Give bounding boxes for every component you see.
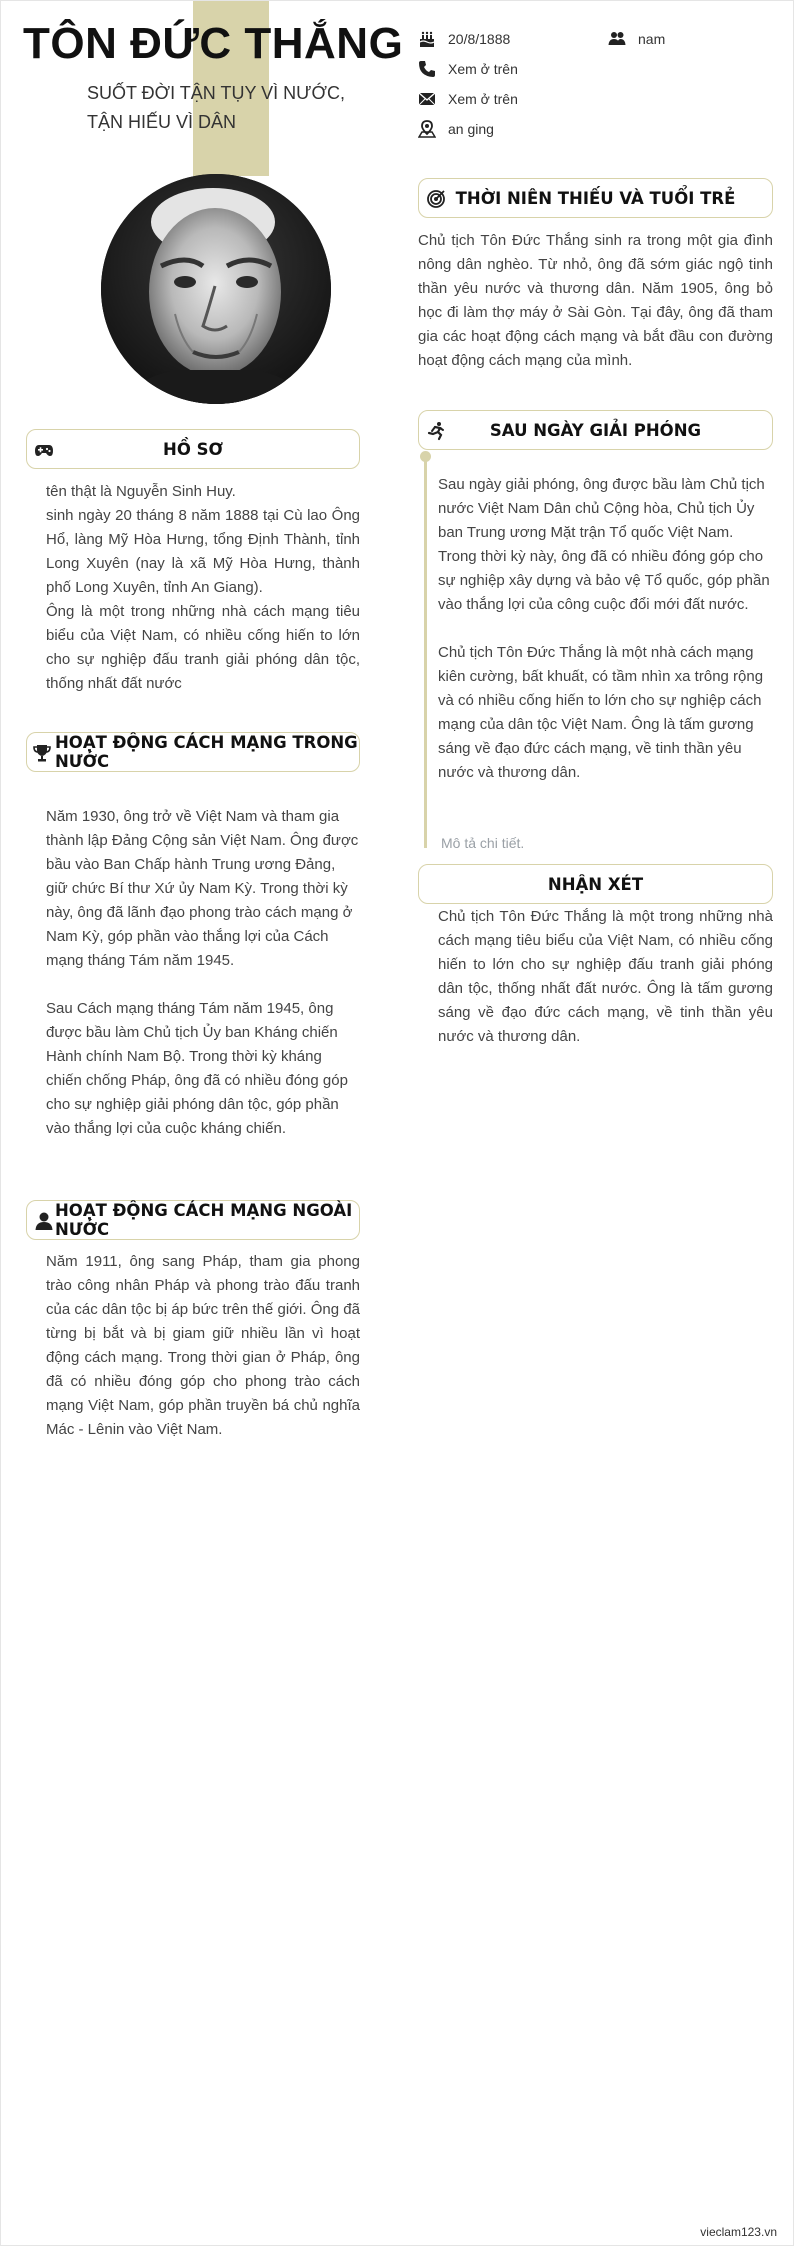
timeline-line xyxy=(424,453,427,848)
avatar-portrait xyxy=(101,174,331,404)
trophy-icon xyxy=(31,742,53,764)
user-icon xyxy=(33,1210,55,1232)
section-ngoai-nuoc-title: HOẠT ĐỘNG CÁCH MẠNG NGOÀI NƯỚC xyxy=(55,1201,353,1239)
gamepad-icon xyxy=(33,439,55,461)
target-icon xyxy=(425,188,447,210)
running-icon xyxy=(425,420,447,442)
candidate-name: TÔN ĐỨC THẮNG xyxy=(23,19,404,68)
trong-nuoc-paragraph: Sau Cách mạng tháng Tám năm 1945, ông được bầu làm Chủ tịch Ủy ban Kháng chiến Hành chính Nam Bộ. Trong thời kỳ kháng chiến chống Pháp, ông đã có nhiều đóng góp cho sự nghiệp giải phóng dân tộc, góp phần vào thắng lợi của cuộc kháng chiến. xyxy=(46,1000,348,1137)
section-trong-nuoc-header xyxy=(26,732,360,772)
trong-nuoc-paragraph: Năm 1930, ông trở về Việt Nam và tham gia thành lập Đảng Cộng sản Việt Nam. Ông được bầu vào Ban Chấp hành Trung ương Đảng, giữ chức Bí thư Xứ ủy Nam Kỳ. Trong thời kỳ này, ông đã lãnh đạo phong trào cách mạng ở Nam Kỳ, góp phần vào thắng lợi của Cách mạng tháng Tám năm 1945. xyxy=(46,808,359,969)
birthday-row xyxy=(418,29,510,49)
phone-value: Xem ở trên xyxy=(448,61,518,77)
footer-brand[interactable]: vieclam123.vn xyxy=(700,2225,777,2239)
section-giai-phong-header xyxy=(418,410,773,450)
section-ngoai-nuoc-header xyxy=(26,1200,360,1240)
ho-so-line: sinh ngày 20 tháng 8 năm 1888 tại Cù lao Ông Hổ, làng Mỹ Hòa Hưng, tổng Định Thành, tỉnh Long Xuyên (nay là xã Mỹ Hòa Hưng, thành phố Long Xuyên, tỉnh An Giang). xyxy=(46,507,360,596)
section-trong-nuoc-body xyxy=(46,805,360,1141)
address-value: an ging xyxy=(448,121,494,137)
section-thieu-nien-title: THỜI NIÊN THIẾU VÀ TUỔI TRẺ xyxy=(455,188,736,208)
email-value: Xem ở trên xyxy=(448,91,518,107)
section-giai-phong-body xyxy=(438,473,773,785)
section-ngoai-nuoc-body: Năm 1911, ông sang Pháp, tham gia phong trào công nhân Pháp và phong trào đấu tranh của các dân tộc bị áp bức trên thế giới. Ông đã từng bị bắt và bị giam giữ nhiều lần vì hoạt động cách mạng. Trong thời gian ở Pháp, ông đã có nhiều đóng góp cho phong trào cách mạng Việt Nam, góp phần truyền bá chủ nghĩa Mác - Lênin vào Việt Nam. xyxy=(46,1253,360,1438)
address-row xyxy=(418,119,494,139)
phone-row xyxy=(418,59,518,79)
gender-row xyxy=(608,29,665,49)
timeline-dot xyxy=(420,451,431,462)
giai-phong-paragraph: Chủ tịch Tôn Đức Thắng là một nhà cách mạng kiên cường, bất khuất, có tầm nhìn xa trông rộng và có nhiều cống hiến to lớn cho sự nghiệp cách mạng của dân tộc Việt Nam. Ông là tấm gương sáng về đạo đức cách mạng, về tinh thần yêu nước và thương dân. xyxy=(438,644,764,781)
giai-phong-paragraph: Sau ngày giải phóng, ông được bầu làm Chủ tịch nước Việt Nam Dân chủ Cộng hòa, Chủ tịch Ủy ban Trung ương Mặt trận Tổ quốc Việt Nam. Trong thời kỳ này, ông đã có nhiều đóng góp cho sự nghiệp xây dựng và bảo vệ Tổ quốc, góp phần vào thắng lợi của công cuộc đổi mới đất nước. xyxy=(438,476,770,613)
ho-so-line: tên thật là Nguyễn Sinh Huy. xyxy=(46,483,236,500)
section-giai-phong-title: SAU NGÀY GIẢI PHÓNG xyxy=(489,420,702,440)
section-ho-so-body xyxy=(46,480,360,696)
section-thieu-nien-header xyxy=(418,178,773,218)
ho-so-line: Ông là một trong những nhà cách mạng tiêu biểu của Việt Nam, có nhiều cống hiến to lớn cho sự nghiệp đấu tranh giải phóng dân tộc, thống nhất đất nước xyxy=(46,603,360,692)
gender-value: nam xyxy=(638,31,666,47)
section-nhan-xet-title: NHẬN XÉT xyxy=(547,874,644,894)
birthday-value: 20/8/1888 xyxy=(448,31,511,47)
section-nhan-xet-header xyxy=(418,864,773,904)
giai-phong-note: Mô tả chi tiết. xyxy=(441,835,525,851)
candidate-tagline: SUỐT ĐỜI TẬN TỤY VÌ NƯỚC, TẬN HIẾU VÌ DÂN xyxy=(87,83,345,132)
section-ho-so-header xyxy=(26,429,360,469)
section-ho-so-title: HỒ SƠ xyxy=(163,439,223,459)
birthday-cake-icon xyxy=(418,30,436,48)
avatar xyxy=(101,174,331,404)
section-nhan-xet-body: Chủ tịch Tôn Đức Thắng là một trong những nhà cách mạng tiêu biểu của Việt Nam, có nhiều cống hiến to lớn cho sự nghiệp đấu tranh giải phóng dân tộc, thống nhất đất nước. Ông là tấm gương sáng về đạo đức cách mạng, về tinh thần yêu nước và thương dân. xyxy=(438,908,773,1045)
phone-icon xyxy=(418,60,436,78)
email-row xyxy=(418,89,518,109)
envelope-icon xyxy=(418,90,436,108)
map-marker-icon xyxy=(418,120,436,138)
section-thieu-nien-body: Chủ tịch Tôn Đức Thắng sinh ra trong một gia đình nông dân nghèo. Từ nhỏ, ông đã sớm giác ngộ tinh thần yêu nước và thương dân. Năm 1905, ông bỏ học đi làm thợ máy ở Sài Gòn. Tại đây, ông đã tham gia các hoạt động cách mạng và bắt đầu con đường hoạt động cách mạng của mình. xyxy=(418,232,773,369)
users-icon xyxy=(608,30,626,48)
section-trong-nuoc-title: HOẠT ĐỘNG CÁCH MẠNG TRONG NƯỚC xyxy=(55,733,358,771)
